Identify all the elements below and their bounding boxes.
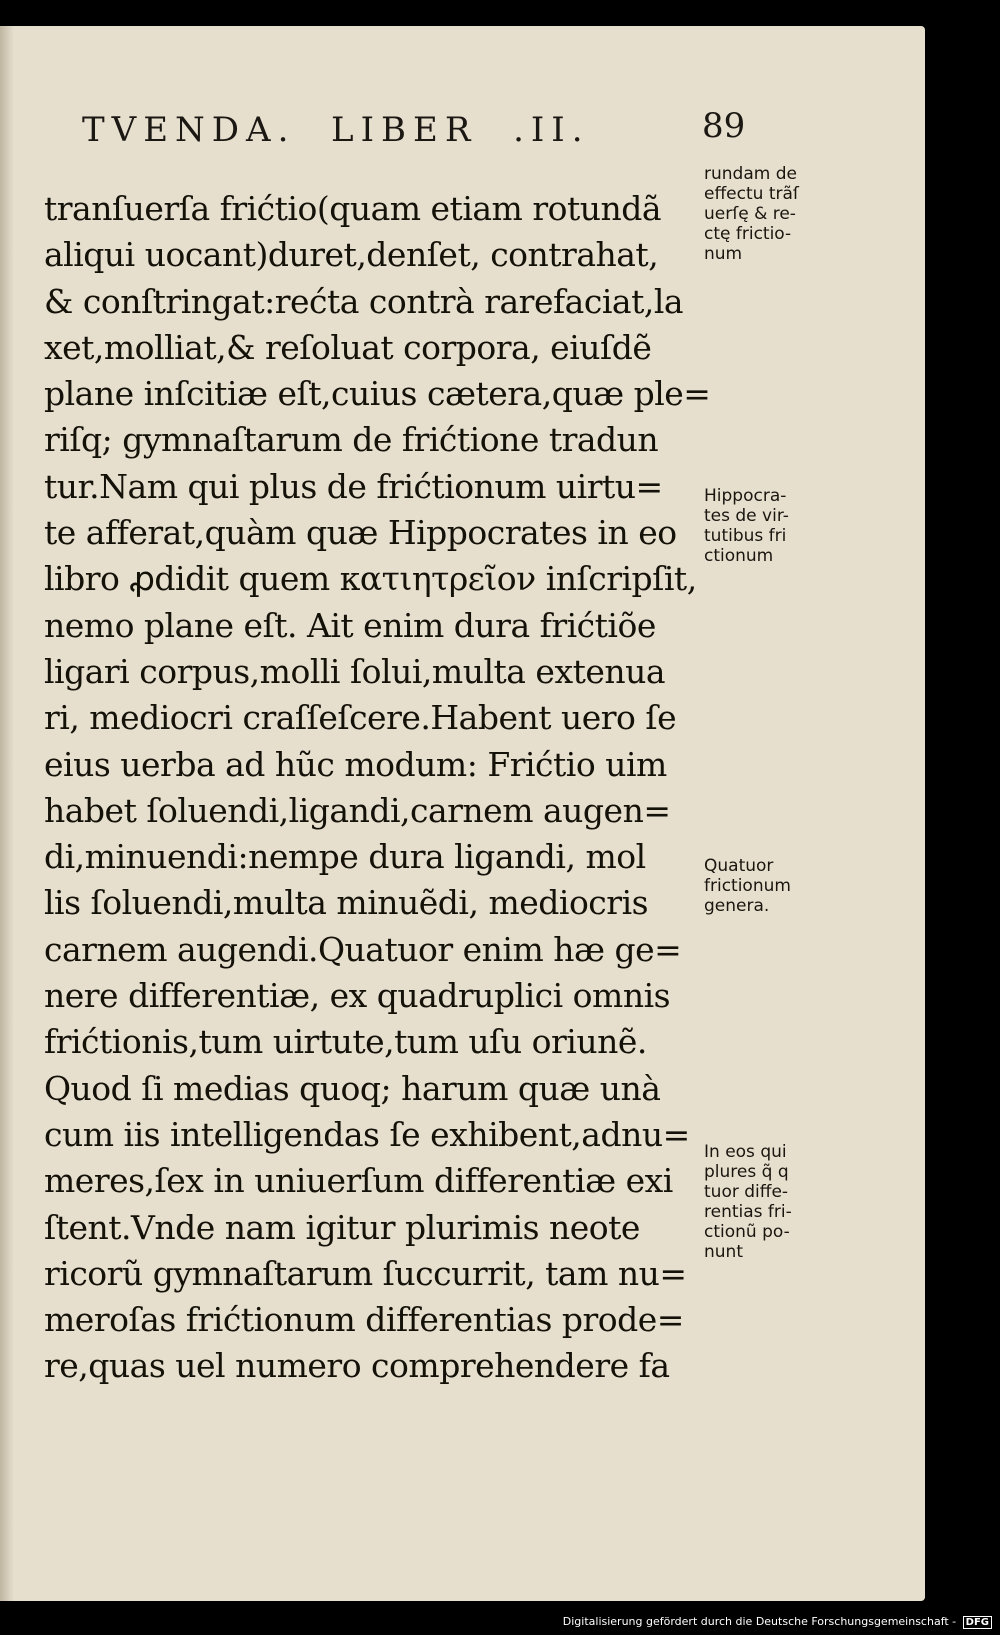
text-line: ſtent.Vnde nam igitur plurimis neote xyxy=(44,1207,640,1247)
text-line: & conſtringat:rećta contrà rarefaciat,la xyxy=(44,281,684,321)
page-number: 89 xyxy=(702,106,746,146)
margin-note-line: uerſę & re- xyxy=(704,204,796,224)
text-line: carnem augendi.Quatuor enim hæ ge= xyxy=(44,929,682,969)
margin-note-line: rundam de xyxy=(704,164,797,184)
text-line: te afferat,quàm quæ Hippocrates in eo xyxy=(44,513,677,553)
margin-note-line: effectu trãſ xyxy=(704,184,799,204)
text-line: nere differentiæ, ex quadruplici omnis xyxy=(44,976,671,1016)
margin-note-line: ctionum xyxy=(704,546,774,566)
credit-text: Digitalisierung gefördert durch die Deutsche Forschungsgemeinschaft - xyxy=(562,1615,957,1628)
margin-note-line: num xyxy=(704,244,743,264)
gutter-shadow xyxy=(0,26,14,1601)
text-line: cum iis intelligendas ſe exhibent,adnu= xyxy=(44,1114,690,1154)
margin-note-line: Quatuor xyxy=(704,856,774,876)
margin-note-line: plures q̃ q xyxy=(704,1162,789,1182)
margin-note-line: tutibus fri xyxy=(704,526,787,546)
text-line: aliqui uocant)duret,denſet, contrahat, xyxy=(44,235,659,275)
margin-note-line: ctę frictio- xyxy=(704,224,792,244)
margin-note-line: rentias fri- xyxy=(704,1202,792,1222)
text-line: re,quas uel numero comprehendere fa xyxy=(44,1346,670,1386)
text-line: di,minuendi:nempe dura ligandi, mol xyxy=(44,837,646,877)
main-text-block xyxy=(44,186,714,1390)
margin-note-line: tes de vir- xyxy=(704,506,789,526)
text-line: eius uerba ad hũc modum: Frićtio uim xyxy=(44,744,667,784)
text-line: nemo plane eſt. Ait enim dura frićtiõe xyxy=(44,605,656,645)
margin-note-against-more-kinds xyxy=(704,1142,844,1262)
margin-note-friction-effects xyxy=(704,164,844,264)
text-line: frićtionis,tum uirtute,tum uſu oriunẽ. xyxy=(44,1022,647,1062)
digitization-credit xyxy=(563,1615,992,1629)
text-line: xet,molliat,& reſoluat corpora, eiuſdẽ xyxy=(44,327,652,367)
margin-note-line: Hippocra- xyxy=(704,486,787,506)
text-line: tranſuerſa frićtio(quam etiam rotundã xyxy=(44,189,662,228)
text-line: plane inſcitiæ eſt,cuius cætera,quæ ple= xyxy=(44,374,711,414)
margin-note-line: frictionum xyxy=(704,876,791,896)
text-line: ri, mediocri craſſeſcere.Habent uero ſe xyxy=(44,698,677,738)
text-line: Quod ſi medias quoq; harum quæ unà xyxy=(44,1068,661,1108)
margin-note-four-kinds xyxy=(704,856,844,916)
text-line: ricorũ gymnaſtarum ſuccurrit, tam nu= xyxy=(44,1253,687,1293)
margin-note-line: In eos qui xyxy=(704,1142,787,1162)
text-line: lis ſoluendi,multa minuẽdi, mediocris xyxy=(44,883,649,923)
text-line: tur.Nam qui plus de frićtionum uirtu= xyxy=(44,466,663,506)
margin-note-line: ctionũ po- xyxy=(704,1222,790,1242)
text-line: riſq; gymnaſtarum de frićtione tradun xyxy=(44,420,659,460)
text-line: habet ſoluendi,ligandi,carnem augen= xyxy=(44,790,671,830)
text-line: meres,ſex in uniuerſum differentiæ exi xyxy=(44,1161,673,1201)
book-page xyxy=(0,26,925,1601)
text-line: libro ꝓdidit quem κατιητρεῖον inſcripſit, xyxy=(44,559,697,599)
text-line: meroſas frićtionum differentias prode= xyxy=(44,1300,684,1340)
margin-note-line: tuor diffe- xyxy=(704,1182,789,1202)
margin-note-hippocrates xyxy=(704,486,844,566)
dfg-logo: DFG xyxy=(963,1616,992,1629)
text-line: ligari corpus,molli ſolui,multa extenua xyxy=(44,651,666,691)
running-head: TVENDA. LIBER .II. xyxy=(82,110,590,150)
margin-note-line: genera. xyxy=(704,896,770,916)
margin-note-line: nunt xyxy=(704,1242,743,1262)
